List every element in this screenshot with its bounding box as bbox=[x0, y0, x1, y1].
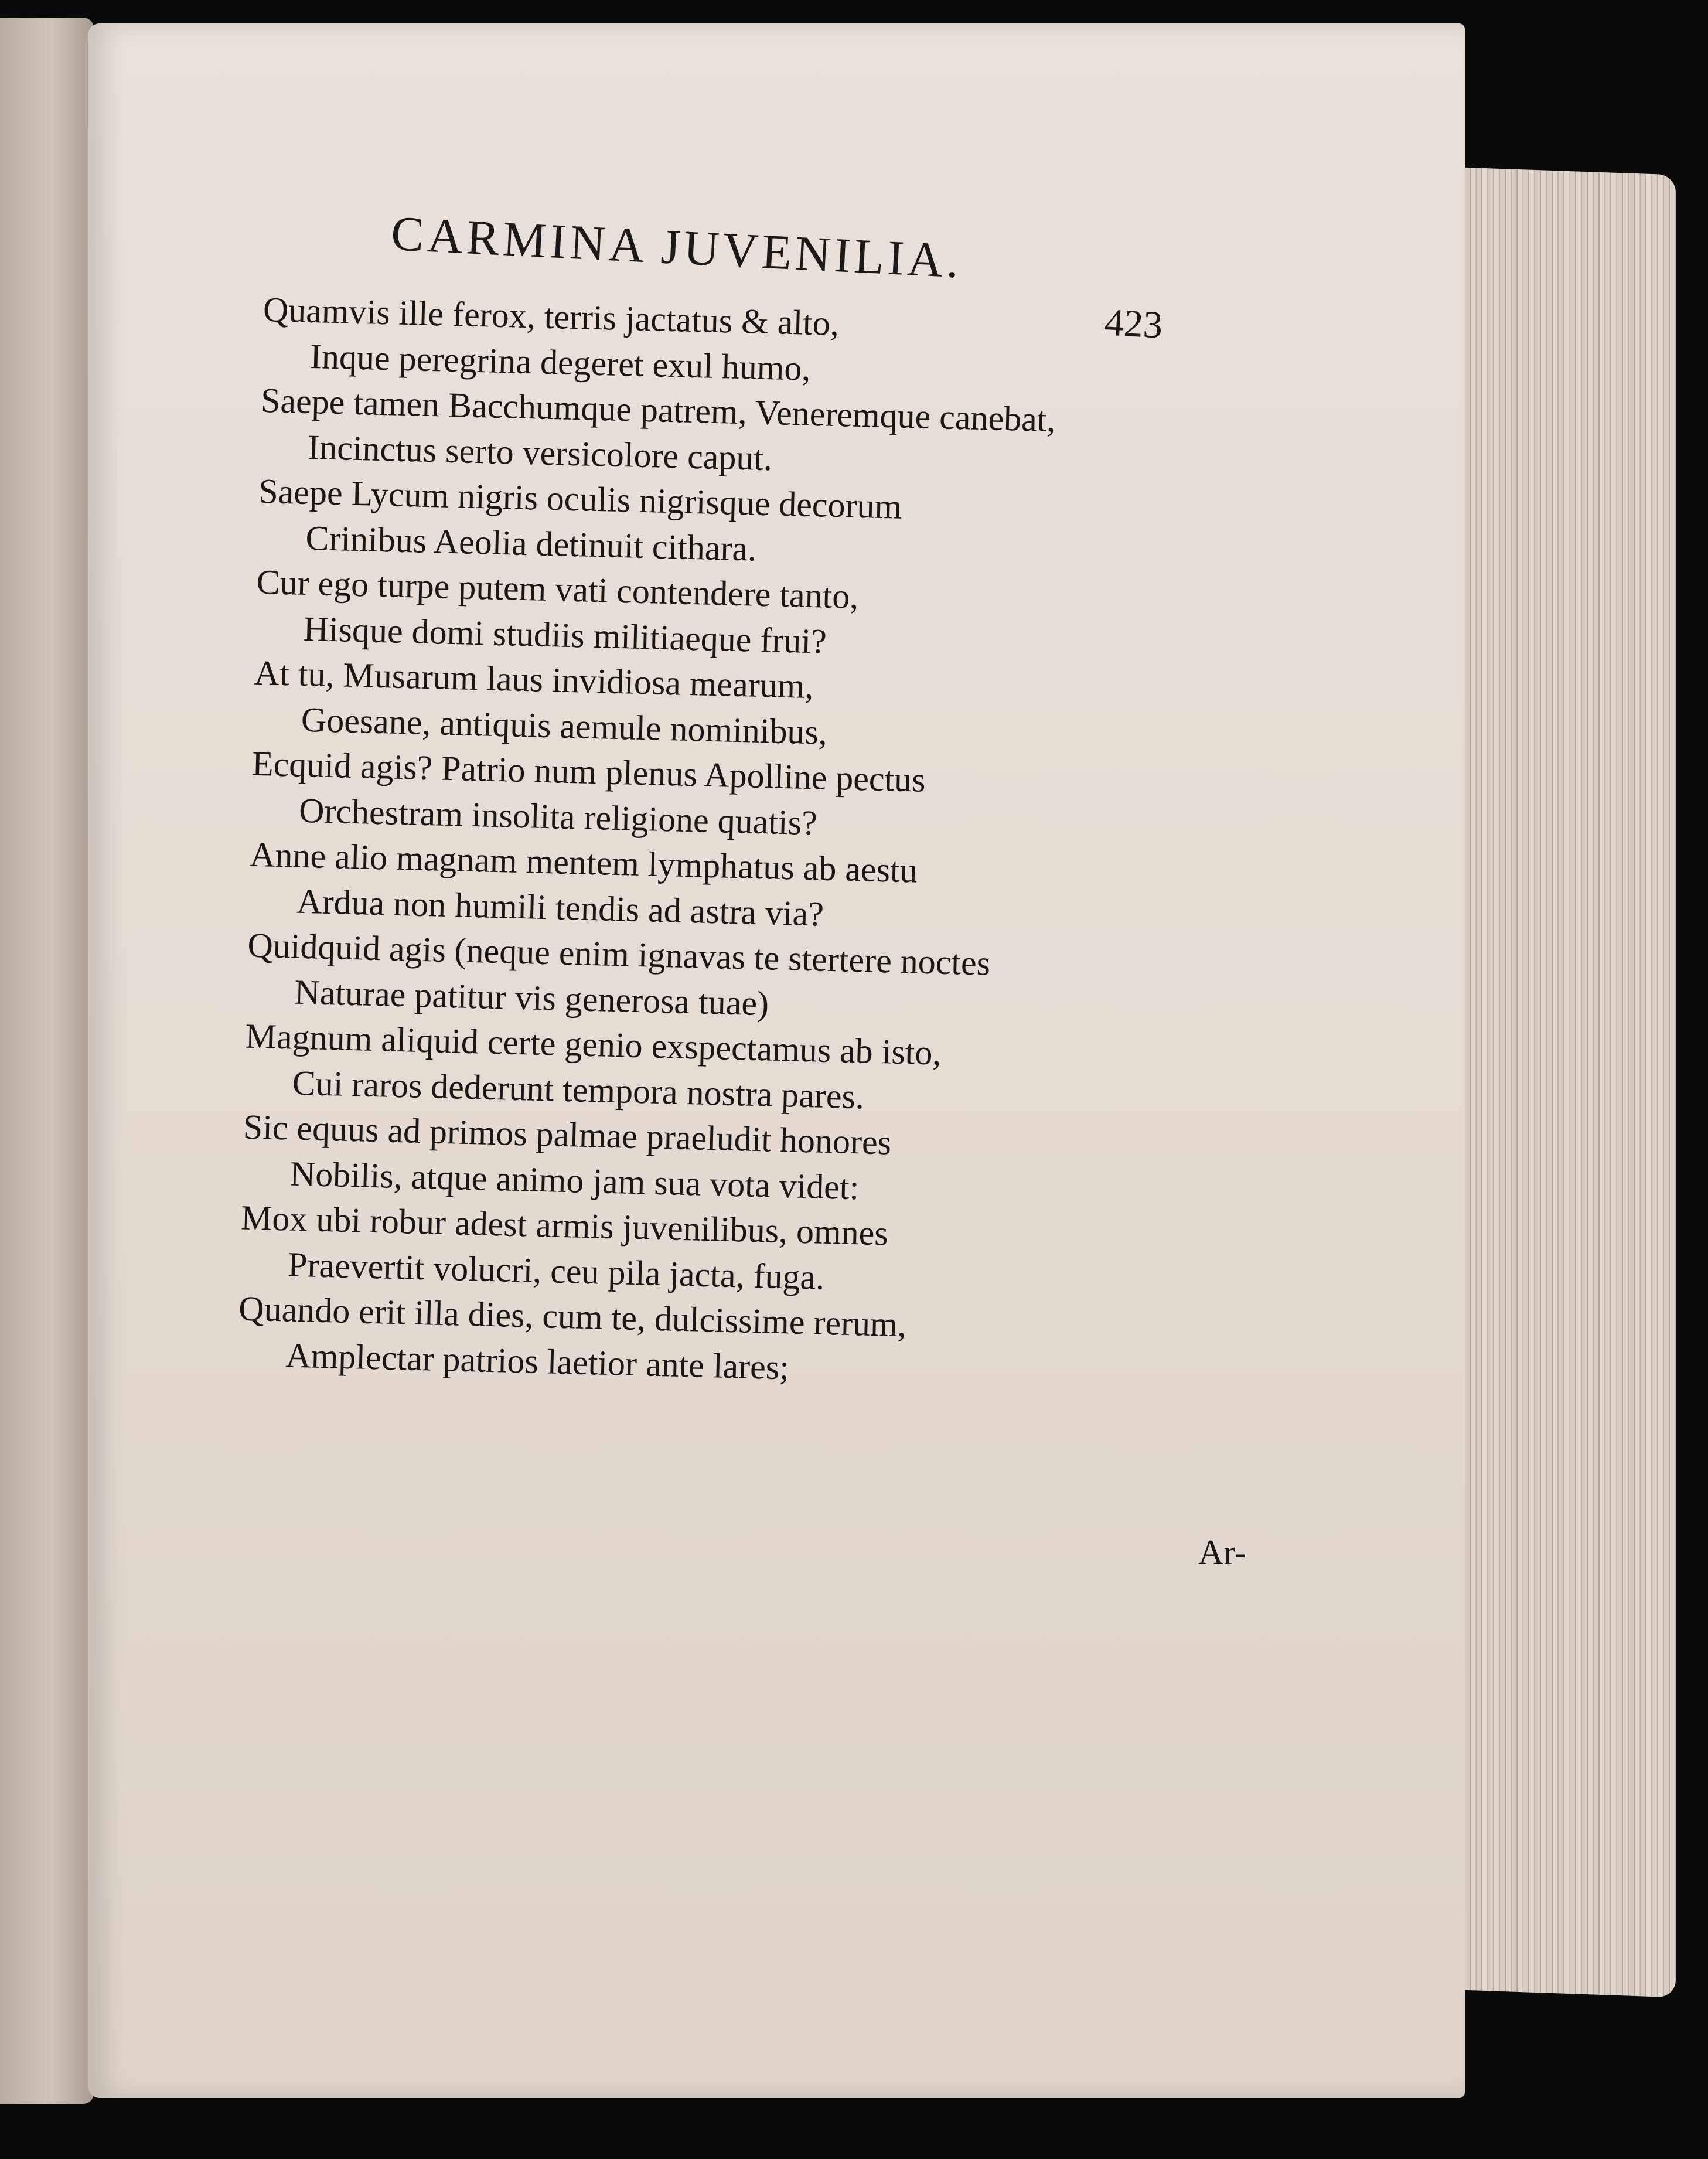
verse-line: Crinibus Aeolia detinuit cithara. bbox=[305, 518, 757, 568]
verse-line: Mox ubi robur adest armis juvenilibus, omnes bbox=[240, 1198, 889, 1253]
verse-line: Ardua non humili tendis ad astra via? bbox=[296, 881, 824, 934]
verse-line: Quamvis ille ferox, terris jactatus & alto, bbox=[262, 290, 840, 343]
verse-line: Orchestram insolita religione quatis? bbox=[298, 791, 818, 842]
verse-line: Cur ego turpe putem vati contendere tanto, bbox=[255, 562, 860, 616]
verse-line: Inque peregrina degeret exul humo, bbox=[309, 336, 812, 388]
verse-line: Amplectar patrios laetior ante lares; bbox=[285, 1335, 790, 1387]
verse-line: Incinctus serto versicolore caput. bbox=[307, 427, 773, 478]
verse-line: Quando erit illa dies, cum te, dulcissime rerum, bbox=[238, 1289, 907, 1344]
verse-line: Anne alio magnam mentem lymphatus ab aestu bbox=[249, 835, 918, 890]
verse-line: Saepe Lycum nigris oculis nigrisque decorum bbox=[258, 471, 903, 526]
verse-line: Sic equus ad primos palmae praeludit honores bbox=[243, 1107, 892, 1162]
verse-line: Praevertit volucri, ceu pila jacta, fuga. bbox=[287, 1245, 826, 1297]
left-page-edge bbox=[0, 18, 94, 2104]
verse-line: Hisque domi studiis militiaeque frui? bbox=[302, 609, 827, 661]
verse-line: Ecquid agis? Patrio num plenus Apolline pectus bbox=[251, 744, 926, 799]
verse-line: Quidquid agis (neque enim ignavas te stertere noctes bbox=[247, 925, 991, 983]
catchword: Ar- bbox=[1198, 1533, 1247, 1572]
verse-line: Naturae patitur vis generosa tuae) bbox=[294, 972, 769, 1023]
page-number: 423 bbox=[1103, 301, 1164, 347]
verse-line: At tu, Musarum laus invidiosa mearum, bbox=[254, 653, 814, 706]
verse-line: Magnum aliquid certe genio exspectamus ab isto, bbox=[244, 1016, 942, 1072]
running-title: CARMINA JUVENILIA. bbox=[390, 206, 964, 289]
poem-text bbox=[237, 287, 1201, 1400]
verse-line: Cui raros dederunt tempora nostra pares. bbox=[292, 1063, 865, 1116]
verse-line: Nobilis, atque animo jam sua vota videt: bbox=[289, 1154, 860, 1207]
verse-line: Goesane, antiquis aemule nominibus, bbox=[301, 700, 828, 752]
verse-line: Saepe tamen Bacchumque patrem, Veneremque canebat, bbox=[260, 380, 1056, 440]
